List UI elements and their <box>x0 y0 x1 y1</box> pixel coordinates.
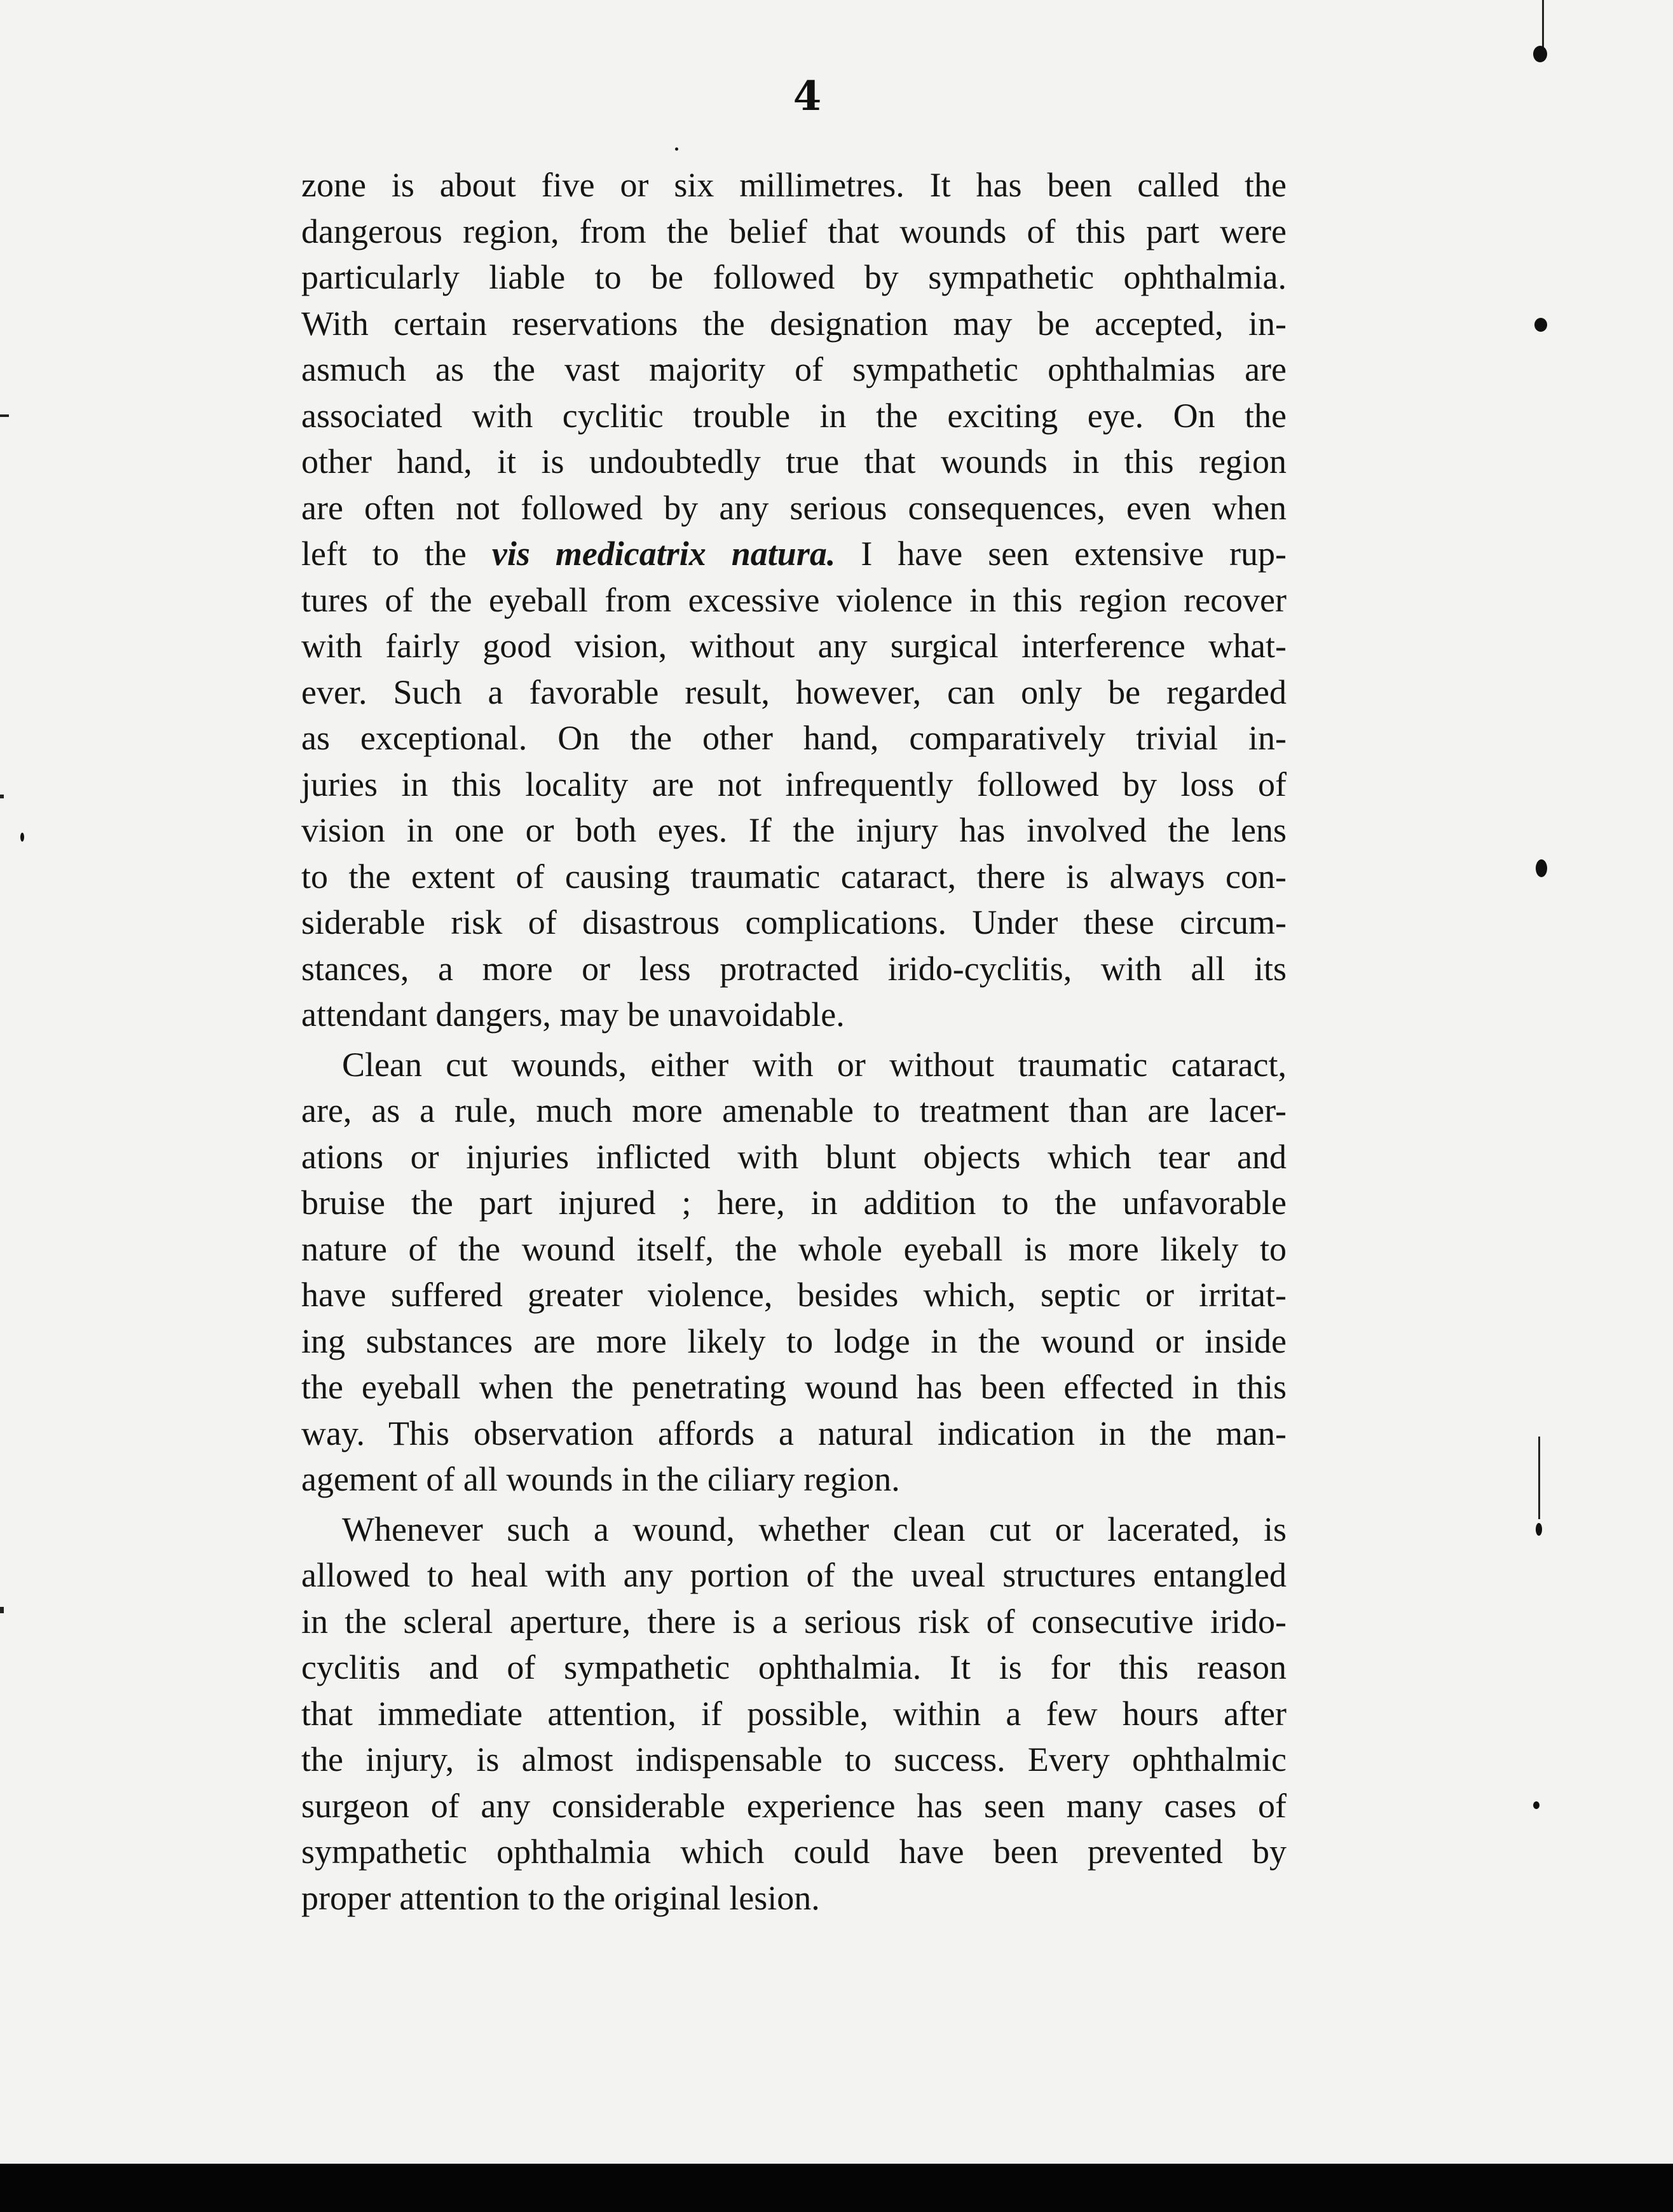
text-line: to the extent of causing traumatic cataract, there is always con- <box>301 857 1287 896</box>
paragraph <box>301 1042 1287 1503</box>
margin-mark <box>1533 46 1547 62</box>
text-line: Whenever such a wound, whether clean cut or lacerated, is <box>342 1510 1287 1548</box>
text-line: siderable risk of disastrous complications. Under these circum- <box>301 903 1287 941</box>
scan-border <box>0 2164 1673 2212</box>
paragraph <box>301 1506 1287 1922</box>
text-line: the injury, is almost indispensable to success. Every ophthalmic <box>301 1740 1287 1778</box>
text-line: agement of all wounds in the ciliary region. <box>301 1460 900 1498</box>
body-text <box>301 162 1287 1921</box>
text-line: zone is about five or six millimetres. It has been called the <box>301 166 1287 204</box>
page-number: 4 <box>793 72 822 120</box>
text-line: bruise the part injured ; here, in addition to the unfavorable <box>301 1184 1287 1222</box>
margin-mark <box>1536 1523 1542 1536</box>
margin-mark <box>20 833 24 842</box>
text-line: in the scleral aperture, there is a serious risk of consecutive irido- <box>301 1602 1287 1641</box>
text-line: particularly liable to be followed by sympathetic ophthalmia. <box>301 258 1287 296</box>
text-line: as exceptional. On the other hand, comparatively trivial in- <box>301 719 1287 757</box>
text-line: Clean cut wounds, either with or without traumatic cataract, <box>342 1045 1287 1084</box>
text-line: tures of the eyeball from excessive violence in this region recover <box>301 580 1287 619</box>
text-line: vision in one or both eyes. If the injury has involved the lens <box>301 811 1287 849</box>
text-line: are, as a rule, much more amenable to treatment than are lacer- <box>301 1091 1287 1130</box>
text-line: sympathetic ophthalmia which could have been prevented by <box>301 1833 1287 1871</box>
text-line: attendant dangers, may be unavoidable. <box>301 995 845 1034</box>
text-line: associated with cyclitic trouble in the exciting eye. On the <box>301 396 1287 435</box>
margin-mark <box>675 147 678 151</box>
text-line: proper attention to the original lesion. <box>301 1878 820 1917</box>
text-line: that immediate attention, if possible, within a few hours after <box>301 1694 1287 1733</box>
text-line: With certain reservations the designation may be accepted, in- <box>301 304 1287 343</box>
margin-mark <box>1533 1801 1540 1809</box>
text-fragment: left to the <box>301 535 492 573</box>
text-line <box>301 531 1287 577</box>
text-line: allowed to heal with any portion of the uveal structures entangled <box>301 1556 1287 1594</box>
text-line: surgeon of any considerable experience has seen many cases of <box>301 1786 1287 1825</box>
text-line: ations or injuries inflicted with blunt objects which tear and <box>301 1137 1287 1176</box>
paragraph <box>301 162 1287 1038</box>
right-margin-rule <box>1538 1437 1540 1519</box>
margin-mark <box>0 795 4 798</box>
text-line: ever. Such a favorable result, however, can only be regarded <box>301 672 1287 711</box>
text-line: are often not followed by any serious consequences, even when <box>301 488 1287 527</box>
text-line: other hand, it is undoubtedly true that wounds in this region <box>301 442 1287 481</box>
text-line: asmuch as the vast majority of sympathetic ophthalmias are <box>301 350 1287 388</box>
italic-phrase: vis medicatrix natura. <box>491 535 836 573</box>
text-line: nature of the wound itself, the whole eyeball is more likely to <box>301 1229 1287 1268</box>
text-line: dangerous region, from the belief that wounds of this part were <box>301 212 1287 250</box>
text-line: way. This observation affords a natural indication in the man- <box>301 1414 1287 1452</box>
margin-mark <box>0 1607 4 1613</box>
text-line: have suffered greater violence, besides which, septic or irritat- <box>301 1276 1287 1314</box>
text-fragment: I have seen extensive rup- <box>835 535 1287 573</box>
margin-mark <box>1536 859 1547 877</box>
text-line: the eyeball when the penetrating wound has been effected in this <box>301 1368 1287 1406</box>
margin-mark <box>0 414 9 417</box>
text-line: cyclitis and of sympathetic ophthalmia. It is for this reason <box>301 1648 1287 1686</box>
margin-mark <box>1534 318 1547 332</box>
text-line: juries in this locality are not infrequently followed by loss of <box>301 765 1287 803</box>
text-line: with fairly good vision, without any surgical interference what- <box>301 627 1287 665</box>
text-line: ing substances are more likely to lodge in the wound or inside <box>301 1321 1287 1360</box>
text-line: stances, a more or less protracted irido-cyclitis, with all its <box>301 949 1287 988</box>
